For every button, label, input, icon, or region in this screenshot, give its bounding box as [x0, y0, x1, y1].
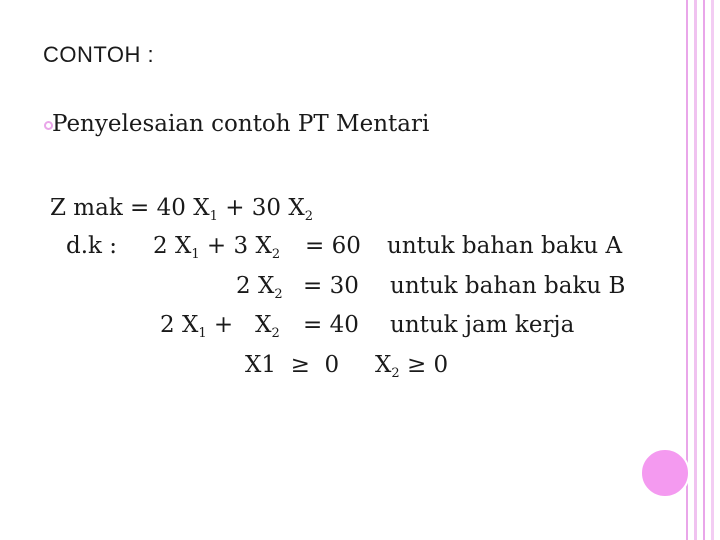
constraint-row: [0, 273, 700, 303]
nonnegativity-row: [0, 352, 700, 382]
nonneg-x1: X1 ≥ 0: [245, 352, 340, 378]
constraint-row: [0, 312, 700, 342]
border-line: [694, 0, 697, 540]
constraint-rhs: = 40: [303, 312, 359, 338]
subtitle: Penyelesaian contoh PT Mentari: [52, 111, 430, 137]
constraint-prefix: d.k :: [66, 233, 118, 259]
constraint-lhs: 2 $X_1 + X_2$: [160, 312, 280, 341]
border-line: [711, 0, 714, 540]
subscript: 1: [209, 209, 218, 224]
constraint-note: untuk bahan baku A: [387, 233, 623, 259]
constraint-note: untuk bahan baku B: [390, 273, 626, 299]
objective-text: + 30 X: [217, 195, 305, 221]
slide-title: CONTOH :: [43, 42, 155, 67]
decorative-circle: [640, 448, 690, 498]
nonneg-x2: $X_2 \ge 0$: [375, 352, 449, 381]
constraint-row: [0, 233, 700, 263]
constraint-rhs: = 30: [303, 273, 359, 299]
constraint-lhs: 2 $X_2$: [236, 273, 283, 302]
constraint-note: untuk jam kerja: [390, 312, 575, 338]
constraint-lhs: 2 $X_1 + 3$ $X_2$: [153, 233, 281, 262]
objective-text: Z mak = 40 X: [50, 195, 210, 221]
border-line: [703, 0, 705, 540]
subscript: 2: [304, 209, 314, 224]
objective-function: [50, 195, 314, 224]
constraint-rhs: = 60: [305, 233, 361, 259]
